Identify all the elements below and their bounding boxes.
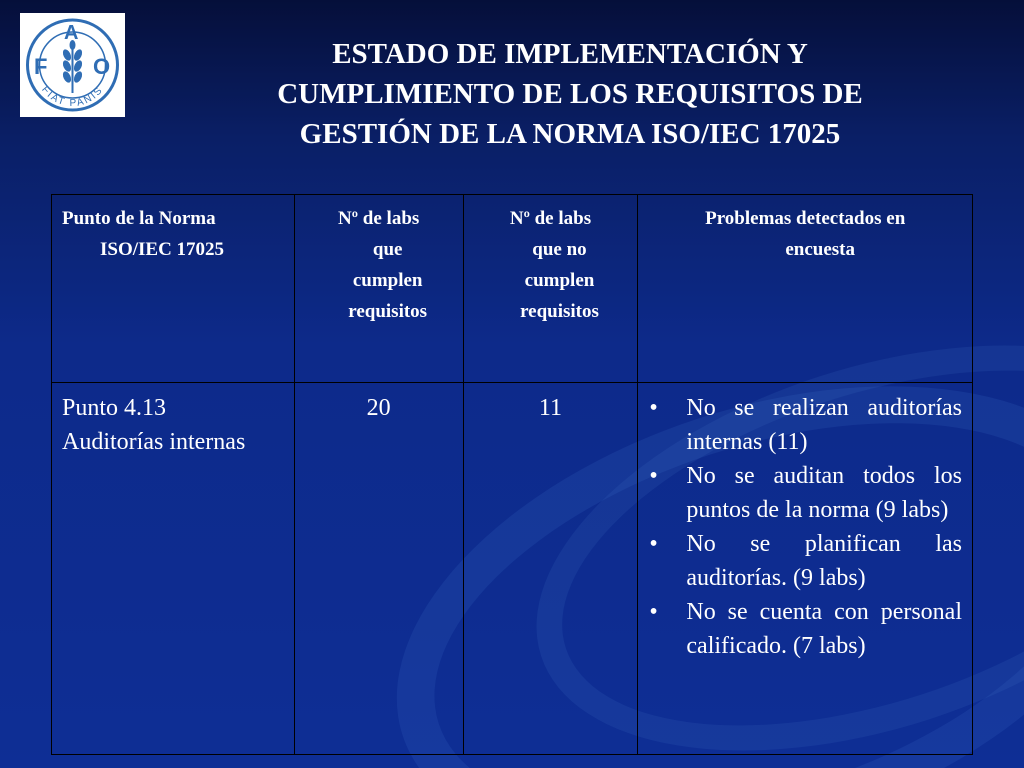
svg-text:FIAT PANIS: FIAT PANIS xyxy=(39,84,106,110)
cell-cumplen: 20 xyxy=(294,383,463,755)
cell-punto: Punto 4.13 Auditorías internas xyxy=(52,383,295,755)
cell-problemas xyxy=(638,383,973,755)
list-item: • No se planifican las auditorías. (9 labs) xyxy=(646,527,962,595)
title-line-3: GESTIÓN DE LA NORMA ISO/IEC 17025 xyxy=(299,118,841,150)
header-problemas: Problemas detectados en encuesta xyxy=(638,195,973,383)
list-item: • No se realizan auditorías internas (11) xyxy=(646,391,962,459)
fao-logo xyxy=(20,13,125,117)
cell-no-cumplen: 11 xyxy=(463,383,638,755)
header-labs-no-cumplen: Nº de labs que no cumplen requisitos xyxy=(463,195,638,383)
svg-text:A: A xyxy=(64,22,79,44)
list-item: • No se cuenta con personal calificado. (7 labs) xyxy=(646,595,962,663)
header-punto-norma: Punto de la Norma ISO/IEC 17025 xyxy=(52,195,295,383)
slide-title xyxy=(150,34,990,154)
table-row xyxy=(52,383,973,755)
title-line-2: CUMPLIMIENTO DE LOS REQUISITOS DE xyxy=(277,78,863,110)
header-labs-cumplen: Nº de labs que cumplen requisitos xyxy=(294,195,463,383)
list-item: • No se auditan todos los puntos de la norma (9 labs) xyxy=(646,459,962,527)
problems-list xyxy=(646,391,962,663)
title-line-1: ESTADO DE IMPLEMENTACIÓN Y xyxy=(332,38,808,70)
table-header-row xyxy=(52,195,973,383)
svg-text:O: O xyxy=(93,54,111,79)
requirements-table xyxy=(51,194,973,755)
fao-logo-icon xyxy=(20,13,125,117)
svg-text:F: F xyxy=(34,54,48,79)
